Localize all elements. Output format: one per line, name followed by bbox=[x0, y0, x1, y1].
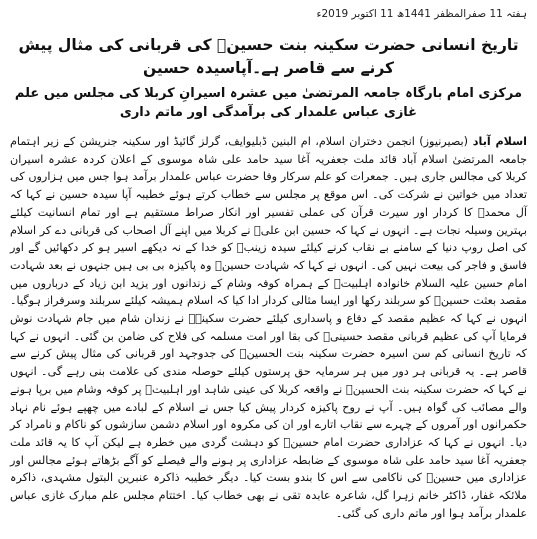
article-source: (بصیرنیوز) bbox=[414, 135, 469, 148]
issue-dateline: ہفتہ 11 صفرالمظفر 1441ھ 11 اکتوبر 2019ء bbox=[316, 8, 527, 20]
article-subheadline: مرکزی امام بارگاہ جامعہ المرتضیٰ میں عشرہ اسیرانِ کربلا کی مجلس میں علم غازی عباس علمدار کی برآمدگی اور ماتم داری bbox=[14, 86, 523, 120]
article-text: انجمن دختران اسلام، ام البنین ڈبلیوایف، گرلز گائیڈ اور سکینہ جنریشن کے زیر اہتمام جامعہ المرتضیٰ اسلام آباد قائد ملت جعفریہ آغا سید حامد علی شاہ موسوی کے اعلان کردہ عشرہ اسیران کربلا کی مجالس جاری ہیں۔ جمعرات کو علم سرکار وفا حضرت عباس علمدار برآمد ہوا جس میں ہزاروں کی تعداد میں خواتین نے شرکت کی۔ اس موقع پر مجلس سے خطاب کرتے ہوئے خطیبہ آپا سیدہ حسین نے کہا کہ آل محمدؐ کا کردار اور سیرت قرآن کی عملی تفسیر اور انکار صراط مستقیم ہے اور تمام انسانیت کیلئے بہترین وسیلہ نجات ہے۔ انہوں نے کہا کہ حسین ابن علیؑ نے کربلا میں اپنے آل اصحاب کی قربانی دے کر اسلام کی اصل روپ دنیا کے سامنے بے نقاب کرنے کیلئے سیدہ زینبؑ کو خدا کے نہ دیکھے اسیر ہو کر دکھائیں گے اور فاسق و فاجر کی بیعت نہیں کی۔ انہوں نے کہا کہ شہادت حسینؑ وہ پاکیزہ بی بی ہیں جنہوں نے بعد شہادت امام حسین علیہ السلام خانوادہ اہلبیتؑ کے ہمراہ کوفہ وشام کے زندانوں اور یزید ابن زیاد کے درباروں میں مقصد بعثت حسینؑ کو سربلند رکھا اور ایسا مثالی کردار ادا کیا کہ اسلام ہمیشہ کیلئے سربلند وسرفراز ہوگیا۔ انہوں نے کہا کہ عظیم مقصد کے دفاع و پاسداری کیلئے حضرت سکینہؑ نے زندان شام میں جام شہادت نوش فرمایا آپ کی عظیم قربانی مقصد حسینیؑ کی بقا اور امت مسلمہ کی فلاح کی ضامن بن گئی۔ انہوں نے کہا کہ تاریخ انسانی کم سن اسیرہ حضرت سکینہ بنت الحسینؑ کی جدوجہد اور قربانی کی مثال پیش کرنے سے قاصر ہے۔ یہ قربانی ہر دور میں ہر سرمایہ حق پرستوں کیلئے حوصلہ مندی کی علامت بنی رہے گی۔ انہوں نے کہا کہ حضرت سکینہ بنت الحسینؑ نے واقعہ کربلا کی عینی شاہد اور اہلبیتؑ پر کوفہ وشام میں برپا ہونے والے مصائب کی گواہ ہیں۔ آپ نے روح پاکیزہ کردار پیش کیا جس نے اسلام کے لبادے میں چھپے ہوئے نام نہاد حکمرانوں اور آمروں کے چہرے سے نقاب اتارے اور ان کی مکروہ اور اسلام دشمن سازشوں کو ناکام و نامراد کر دیا۔ انہوں نے کہا کہ عزاداری حضرت امام حسینؑ کو دہشت گردی میں خطرہ ہے لیکن آپ کا یہ قائد ملت جعفریہ آغا سید حامد علی شاہ موسوی کے ضابطہ عزاداری پر ہونے والے فیصلے کو آگے بڑھاتے ہوئے مجالس اور عزاداری میں حسینؑ کی ناکامی سے اس کا بندو بست کیا۔ دیگر خطیبہ ذاکرہ عنبرین البتول مشہدی، ذاکرہ ملائکہ غفار، ڈاکٹر خانم زہرا گل، شاعرہ عابدہ تقی نے بھی خطاب کیا۔ اختتام مجلس علم مبارک غازی عباس علمدار برآمد ہوا اور ماتم داری کی گئی۔ bbox=[10, 135, 527, 520]
article-dateline: اسلام آباد bbox=[468, 135, 527, 148]
article-body bbox=[10, 133, 527, 522]
article-headline: تاریخ انسانی حضرت سکینہ بنت حسینؑ کی قربانی کی مثال پیش کرنے سے قاصر ہے۔آپاسیدہ حسین bbox=[18, 36, 519, 77]
